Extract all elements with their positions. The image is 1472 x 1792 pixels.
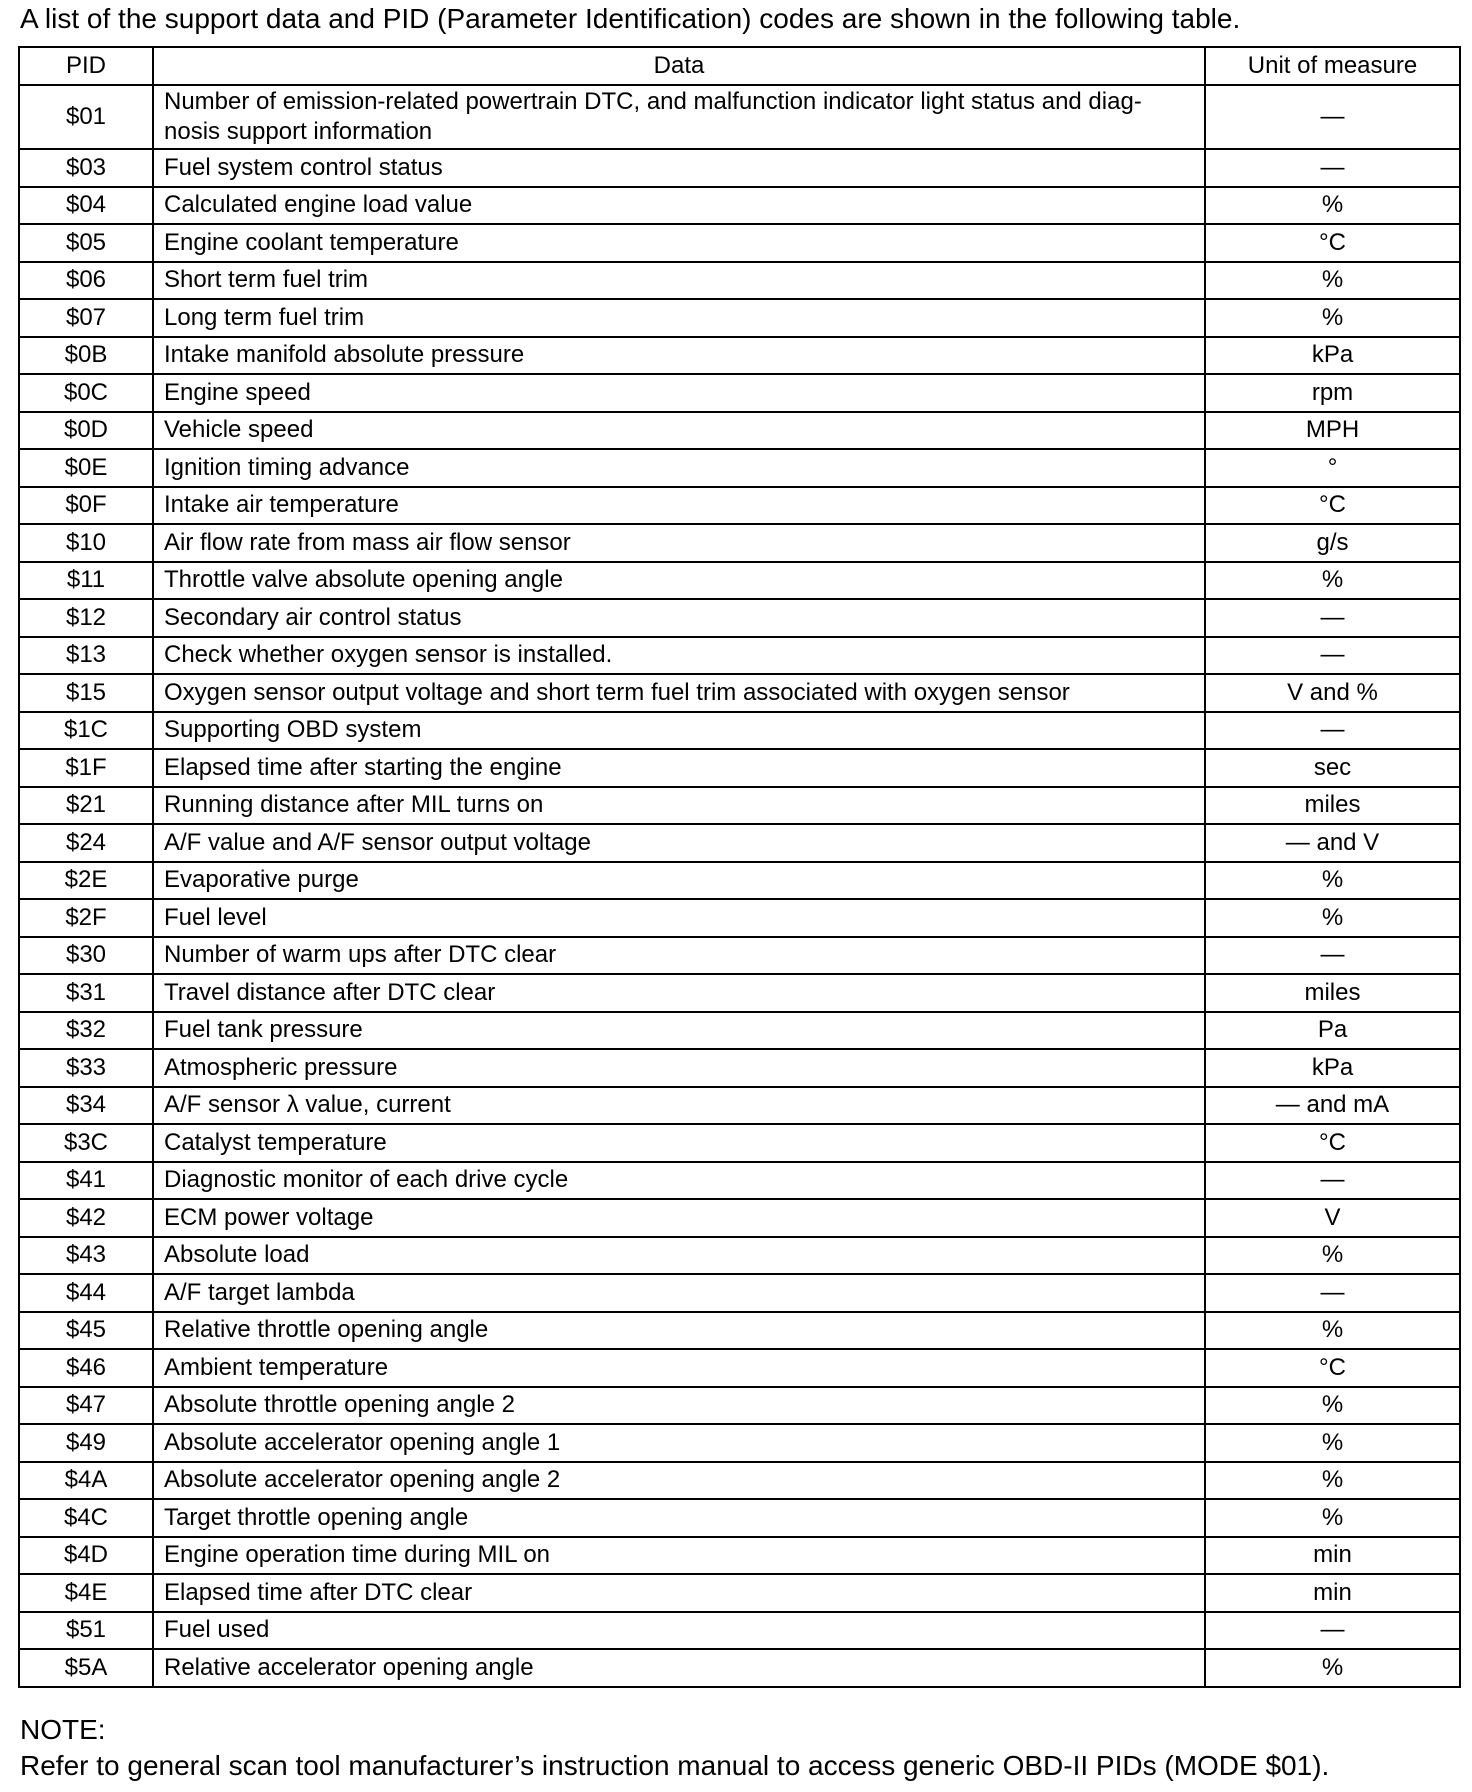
- pid-cell: $11: [19, 562, 153, 600]
- pid-cell: $43: [19, 1237, 153, 1275]
- data-cell: Evaporative purge: [153, 862, 1205, 900]
- data-cell: Vehicle speed: [153, 412, 1205, 450]
- data-cell: Running distance after MIL turns on: [153, 787, 1205, 825]
- table-row: [19, 1237, 1460, 1275]
- unit-cell: °C: [1205, 487, 1460, 525]
- column-header-unit: Unit of measure: [1205, 47, 1460, 85]
- pid-cell: $46: [19, 1349, 153, 1387]
- pid-cell: $06: [19, 262, 153, 300]
- unit-cell: —: [1205, 937, 1460, 975]
- pid-cell: $4E: [19, 1574, 153, 1612]
- data-cell: Intake air temperature: [153, 487, 1205, 525]
- data-cell: A/F target lambda: [153, 1274, 1205, 1312]
- data-cell: Travel distance after DTC clear: [153, 974, 1205, 1012]
- table-row: [19, 824, 1460, 862]
- pid-cell: $15: [19, 674, 153, 712]
- unit-cell: — and mA: [1205, 1087, 1460, 1125]
- unit-cell: —: [1205, 1162, 1460, 1200]
- data-cell: Oxygen sensor output voltage and short term fuel trim associated with oxygen sensor: [153, 674, 1205, 712]
- data-cell: Check whether oxygen sensor is installed.: [153, 637, 1205, 675]
- data-cell: Number of emission-related powertrain DTC, and malfunction indicator light status and diag-nosis support information: [153, 85, 1205, 149]
- unit-cell: %: [1205, 899, 1460, 937]
- data-cell: Atmospheric pressure: [153, 1049, 1205, 1087]
- pid-table: [18, 46, 1461, 1688]
- unit-cell: MPH: [1205, 412, 1460, 450]
- table-row: [19, 299, 1460, 337]
- pid-cell: $0E: [19, 449, 153, 487]
- pid-cell: $45: [19, 1312, 153, 1350]
- data-cell: Fuel used: [153, 1612, 1205, 1650]
- table-row: [19, 899, 1460, 937]
- data-cell: Absolute accelerator opening angle 1: [153, 1424, 1205, 1462]
- table-row: [19, 1124, 1460, 1162]
- data-cell: A/F value and A/F sensor output voltage: [153, 824, 1205, 862]
- table-row: [19, 1462, 1460, 1500]
- table-row: [19, 787, 1460, 825]
- unit-cell: —: [1205, 637, 1460, 675]
- table-row: [19, 1012, 1460, 1050]
- unit-cell: °C: [1205, 224, 1460, 262]
- unit-cell: sec: [1205, 749, 1460, 787]
- data-cell: Ambient temperature: [153, 1349, 1205, 1387]
- unit-cell: %: [1205, 862, 1460, 900]
- table-row: [19, 1312, 1460, 1350]
- data-cell: Engine operation time during MIL on: [153, 1537, 1205, 1575]
- pid-cell: $0B: [19, 337, 153, 375]
- pid-cell: $13: [19, 637, 153, 675]
- table-row: [19, 1612, 1460, 1650]
- pid-cell: $07: [19, 299, 153, 337]
- table-row: [19, 487, 1460, 525]
- unit-cell: —: [1205, 1612, 1460, 1650]
- unit-cell: %: [1205, 562, 1460, 600]
- data-cell: Elapsed time after starting the engine: [153, 749, 1205, 787]
- data-cell: Air flow rate from mass air flow sensor: [153, 524, 1205, 562]
- unit-cell: %: [1205, 187, 1460, 225]
- table-body: [19, 85, 1460, 1687]
- unit-cell: %: [1205, 1424, 1460, 1462]
- data-cell: Supporting OBD system: [153, 712, 1205, 750]
- table-row: [19, 1499, 1460, 1537]
- pid-cell: $0F: [19, 487, 153, 525]
- pid-cell: $0C: [19, 374, 153, 412]
- data-cell: Secondary air control status: [153, 599, 1205, 637]
- pid-cell: $2F: [19, 899, 153, 937]
- table-row: [19, 937, 1460, 975]
- data-cell: Calculated engine load value: [153, 187, 1205, 225]
- pid-cell: $34: [19, 1087, 153, 1125]
- data-cell: Fuel level: [153, 899, 1205, 937]
- unit-cell: —: [1205, 1274, 1460, 1312]
- data-cell: Relative accelerator opening angle: [153, 1649, 1205, 1687]
- table-row: [19, 562, 1460, 600]
- table-row: [19, 149, 1460, 187]
- unit-cell: °C: [1205, 1349, 1460, 1387]
- data-cell: Elapsed time after DTC clear: [153, 1574, 1205, 1612]
- pid-cell: $4A: [19, 1462, 153, 1500]
- data-cell: Throttle valve absolute opening angle: [153, 562, 1205, 600]
- column-header-data: Data: [153, 47, 1205, 85]
- pid-cell: $12: [19, 599, 153, 637]
- table-row: [19, 1199, 1460, 1237]
- intro-text: A list of the support data and PID (Parameter Identification) codes are shown in the following table.: [20, 3, 1241, 34]
- pid-cell: $33: [19, 1049, 153, 1087]
- unit-cell: %: [1205, 1387, 1460, 1425]
- pid-cell: $42: [19, 1199, 153, 1237]
- unit-cell: %: [1205, 1649, 1460, 1687]
- table-row: [19, 1162, 1460, 1200]
- data-cell: Target throttle opening angle: [153, 1499, 1205, 1537]
- data-cell: Absolute load: [153, 1237, 1205, 1275]
- pid-cell: $32: [19, 1012, 153, 1050]
- unit-cell: %: [1205, 262, 1460, 300]
- table-row: [19, 187, 1460, 225]
- unit-cell: V: [1205, 1199, 1460, 1237]
- data-cell: Long term fuel trim: [153, 299, 1205, 337]
- unit-cell: °C: [1205, 1124, 1460, 1162]
- unit-cell: %: [1205, 299, 1460, 337]
- table-row: [19, 1387, 1460, 1425]
- unit-cell: g/s: [1205, 524, 1460, 562]
- unit-cell: — and V: [1205, 824, 1460, 862]
- table-row: [19, 337, 1460, 375]
- data-cell: A/F sensor λ value, current: [153, 1087, 1205, 1125]
- data-cell: Engine coolant temperature: [153, 224, 1205, 262]
- table-row: [19, 524, 1460, 562]
- pid-cell: $21: [19, 787, 153, 825]
- table-header-row: [19, 47, 1460, 85]
- pid-cell: $31: [19, 974, 153, 1012]
- data-cell: Intake manifold absolute pressure: [153, 337, 1205, 375]
- table-row: [19, 1087, 1460, 1125]
- unit-cell: miles: [1205, 974, 1460, 1012]
- table-row: [19, 224, 1460, 262]
- unit-cell: kPa: [1205, 337, 1460, 375]
- pid-cell: $30: [19, 937, 153, 975]
- table-row: [19, 1424, 1460, 1462]
- pid-cell: $44: [19, 1274, 153, 1312]
- table-row: [19, 262, 1460, 300]
- unit-cell: min: [1205, 1537, 1460, 1575]
- table-row: [19, 1349, 1460, 1387]
- pid-cell: $49: [19, 1424, 153, 1462]
- unit-cell: V and %: [1205, 674, 1460, 712]
- table-row: [19, 374, 1460, 412]
- pid-cell: $5A: [19, 1649, 153, 1687]
- unit-cell: —: [1205, 85, 1460, 149]
- table-row: [19, 449, 1460, 487]
- table-row: [19, 637, 1460, 675]
- unit-cell: °: [1205, 449, 1460, 487]
- pid-cell: $04: [19, 187, 153, 225]
- data-cell: ECM power voltage: [153, 1199, 1205, 1237]
- pid-cell: $41: [19, 1162, 153, 1200]
- data-cell: Fuel tank pressure: [153, 1012, 1205, 1050]
- table-row: [19, 599, 1460, 637]
- unit-cell: Pa: [1205, 1012, 1460, 1050]
- pid-cell: $4C: [19, 1499, 153, 1537]
- table-row: [19, 974, 1460, 1012]
- pid-cell: $24: [19, 824, 153, 862]
- unit-cell: %: [1205, 1312, 1460, 1350]
- note-label: NOTE:: [20, 1714, 106, 1745]
- pid-cell: $05: [19, 224, 153, 262]
- table-row: [19, 1574, 1460, 1612]
- pid-cell: $3C: [19, 1124, 153, 1162]
- pid-cell: $0D: [19, 412, 153, 450]
- data-cell: Short term fuel trim: [153, 262, 1205, 300]
- unit-cell: kPa: [1205, 1049, 1460, 1087]
- data-cell: Diagnostic monitor of each drive cycle: [153, 1162, 1205, 1200]
- table-row: [19, 674, 1460, 712]
- pid-cell: $4D: [19, 1537, 153, 1575]
- unit-cell: rpm: [1205, 374, 1460, 412]
- pid-cell: $1F: [19, 749, 153, 787]
- unit-cell: —: [1205, 599, 1460, 637]
- table-row: [19, 1537, 1460, 1575]
- unit-cell: min: [1205, 1574, 1460, 1612]
- unit-cell: miles: [1205, 787, 1460, 825]
- pid-cell: $01: [19, 85, 153, 149]
- pid-cell: $1C: [19, 712, 153, 750]
- table-row: [19, 85, 1460, 149]
- table-row: [19, 412, 1460, 450]
- pid-cell: $2E: [19, 862, 153, 900]
- table-row: [19, 1649, 1460, 1687]
- data-cell: Fuel system control status: [153, 149, 1205, 187]
- unit-cell: %: [1205, 1462, 1460, 1500]
- table-row: [19, 749, 1460, 787]
- data-cell: Relative throttle opening angle: [153, 1312, 1205, 1350]
- column-header-pid: PID: [19, 47, 153, 85]
- unit-cell: —: [1205, 712, 1460, 750]
- table-row: [19, 712, 1460, 750]
- pid-cell: $03: [19, 149, 153, 187]
- data-cell: Absolute accelerator opening angle 2: [153, 1462, 1205, 1500]
- unit-cell: %: [1205, 1237, 1460, 1275]
- unit-cell: %: [1205, 1499, 1460, 1537]
- data-cell: Absolute throttle opening angle 2: [153, 1387, 1205, 1425]
- data-cell: Number of warm ups after DTC clear: [153, 937, 1205, 975]
- data-cell: Catalyst temperature: [153, 1124, 1205, 1162]
- table-row: [19, 1049, 1460, 1087]
- table-row: [19, 1274, 1460, 1312]
- unit-cell: —: [1205, 149, 1460, 187]
- table-row: [19, 862, 1460, 900]
- data-cell: Ignition timing advance: [153, 449, 1205, 487]
- pid-cell: $10: [19, 524, 153, 562]
- pid-cell: $47: [19, 1387, 153, 1425]
- note-text: Refer to general scan tool manufacturer’s instruction manual to access generic OBD-II PIDs (MODE $01).: [20, 1750, 1330, 1781]
- data-cell: Engine speed: [153, 374, 1205, 412]
- pid-cell: $51: [19, 1612, 153, 1650]
